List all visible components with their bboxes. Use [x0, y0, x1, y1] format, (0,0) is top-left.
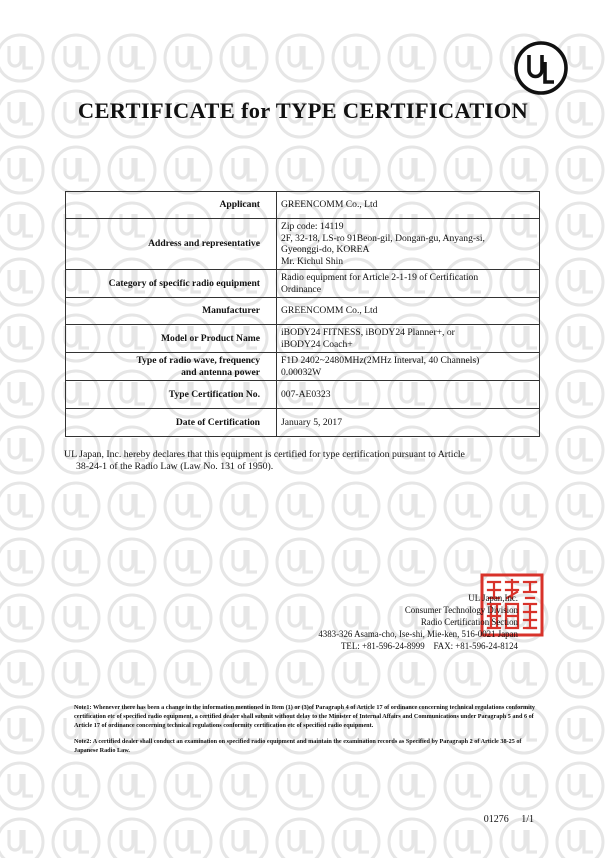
- label-category: Category of specific radio equipment: [66, 270, 277, 298]
- declaration-text: [64, 449, 544, 473]
- issuer-address: 4383-326 Asama-cho, Ise-shi, Mie-ken, 516-0021 Japan: [318, 629, 518, 639]
- row-model: [66, 325, 540, 353]
- note-1: Note1: Whenever there has been a change in the information mentioned in Item (1) or (3)of Paragraph 4 of Article 17 of ordinance concerning technical regulations conformity certification etc of specified radio equipment, a certified dealer shall submit without delay to the Minister of Internal Affairs and Communications under Paragraph 5 and 6 of Article 17 of ordinance concerning technical regulations conformity certification etc of specified radio equipment.: [74, 704, 536, 730]
- label-certification-no: Type Certification No.: [66, 381, 277, 409]
- page-footer: [484, 814, 534, 825]
- row-address: [66, 219, 540, 270]
- row-applicant: [66, 192, 540, 219]
- label-applicant: Applicant: [66, 192, 277, 219]
- note-2: Note2: A certified dealer shall conduct an examination on specified radio equipment and maintain the examination records as Specified by Paragraph 2 of Article 38-25 of Japanese Radio Law.: [74, 737, 522, 754]
- notes-block: [74, 703, 544, 761]
- value-applicant: GREENCOMM Co., Ltd: [277, 192, 540, 219]
- label-address: Address and representative: [66, 219, 277, 270]
- value-model: iBODY24 FITNESS, iBODY24 Planner+, or iBODY24 Coach+: [277, 325, 540, 353]
- row-certification-no: [66, 381, 540, 409]
- value-radio-wave: F1D 2402~2480MHz(2MHz Interval, 40 Channels) 0.00032W: [277, 353, 540, 381]
- issuer-division: Consumer Technology Division: [404, 605, 518, 615]
- label-model: Model or Product Name: [66, 325, 277, 353]
- value-address: Zip code: 14119 2F, 32-18, LS-ro 91Beon-gil, Dongan-gu, Anyang-si, Gyeonggi-do, KOREA Mr. Kichul Shin: [277, 219, 540, 270]
- label-manufacturer: Manufacturer: [66, 298, 277, 325]
- value-manufacturer: GREENCOMM Co., Ltd: [277, 298, 540, 325]
- label-date: Date of Certification: [66, 409, 277, 437]
- ul-logo-icon: [513, 40, 569, 96]
- issuer-company: UL Japan,Inc.: [468, 593, 518, 603]
- issuer-block: [318, 592, 518, 652]
- row-date: [66, 409, 540, 437]
- row-radio-wave: [66, 353, 540, 381]
- certification-details-table: [65, 191, 540, 437]
- document-number: 01276: [483, 814, 509, 825]
- row-manufacturer: [66, 298, 540, 325]
- row-category: [66, 270, 540, 298]
- certificate-title: CERTIFICATE for TYPE CERTIFICATION: [77, 98, 529, 123]
- issuer-section: Radio Certification Section: [420, 617, 518, 627]
- value-category: Radio equipment for Article 2-1-19 of Certification Ordinance: [277, 270, 540, 298]
- page-number: 1/1: [521, 814, 534, 825]
- issuer-tel-fax: TEL: +81-596-24-8999 FAX: +81-596-24-8124: [341, 641, 518, 651]
- label-radio-wave: Type of radio wave, frequency and antenna power: [66, 353, 277, 381]
- value-date: January 5, 2017: [277, 409, 540, 437]
- declaration-line-1: UL Japan, Inc. hereby declares that this equipment is certified for type certification pursuant to Article: [64, 449, 465, 460]
- declaration-line-2: 38-24-1 of the Radio Law (Law No. 131 of 1950).: [76, 461, 274, 472]
- value-certification-no: 007-AE0323: [277, 381, 540, 409]
